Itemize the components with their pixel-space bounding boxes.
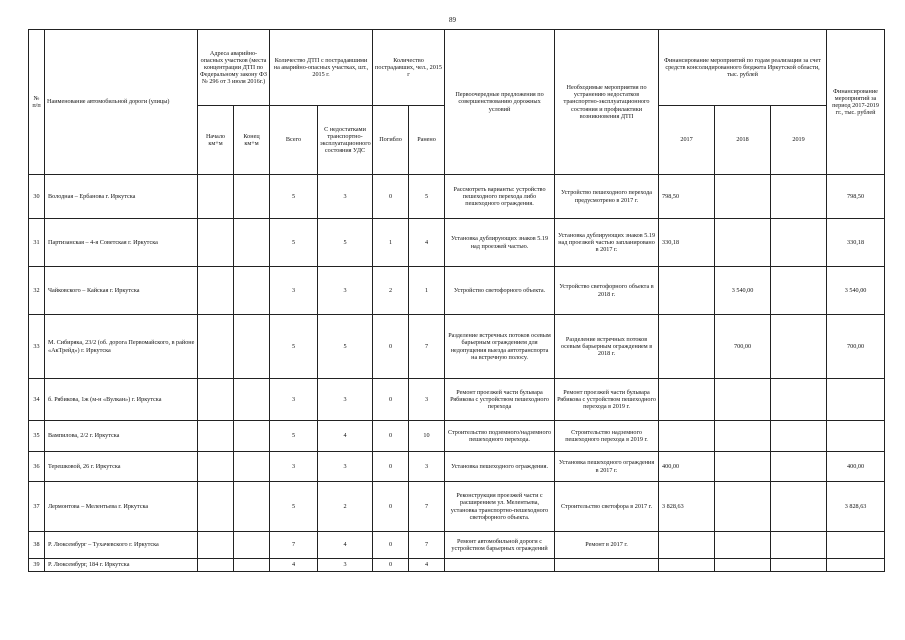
row-proposal: Реконструкция проезжей части с расширением ул. Мелентьева, установка транспортно-пешеходного светофорного объекта.	[445, 482, 555, 532]
row-total-funding: 798,50	[827, 175, 885, 219]
row-proposal: Установка пешеходного ограждения.	[445, 452, 555, 482]
row-end	[234, 379, 270, 421]
table-row	[29, 532, 885, 559]
row-total-funding: 3 540,00	[827, 267, 885, 315]
row-killed: 0	[373, 175, 409, 219]
row-road: Р. Люксембург – Тухачевского г. Иркутска	[45, 532, 198, 559]
row-no: 32	[29, 267, 45, 315]
header-start-km: Начало км+м	[198, 106, 234, 175]
row-measure: Устройство пешеходного перехода предусмотрено в 2017 г.	[555, 175, 659, 219]
header-funding-total: Финансирование мероприятий за период 2017-2019 гг., тыс. рублей	[827, 30, 885, 175]
row-defects: 4	[318, 532, 373, 559]
row-end	[234, 421, 270, 452]
row-injured: 7	[409, 482, 445, 532]
row-total: 5	[270, 315, 318, 379]
header-address-group: Адреса аварийно-опасных участков (места концентрации ДТП по Федеральному закону ФЗ № 296 от 3 июля 2016г.)	[198, 30, 270, 106]
row-defects: 3	[318, 559, 373, 572]
row-measure: Установка дублирующих знаков 5.19 над проезжей частью запланировано в 2017 г.	[555, 219, 659, 267]
row-2017: 3 828,63	[659, 482, 715, 532]
row-killed: 0	[373, 482, 409, 532]
row-total: 3	[270, 452, 318, 482]
table-row	[29, 421, 885, 452]
row-2018: 3 540,00	[715, 267, 771, 315]
row-2019	[771, 532, 827, 559]
row-end	[234, 267, 270, 315]
row-2018	[715, 175, 771, 219]
row-killed: 0	[373, 452, 409, 482]
row-total-funding: 330,18	[827, 219, 885, 267]
row-defects: 3	[318, 379, 373, 421]
row-measure: Строительство надземного пешеходного перехода в 2019 г.	[555, 421, 659, 452]
row-2019	[771, 559, 827, 572]
row-start	[198, 219, 234, 267]
row-measure: Ремонт в 2017 г.	[555, 532, 659, 559]
row-injured: 5	[409, 175, 445, 219]
table-row	[29, 315, 885, 379]
row-2018	[715, 421, 771, 452]
row-injured: 3	[409, 452, 445, 482]
row-start	[198, 175, 234, 219]
row-injured: 7	[409, 315, 445, 379]
row-total: 5	[270, 482, 318, 532]
row-injured: 3	[409, 379, 445, 421]
row-2017: 330,18	[659, 219, 715, 267]
row-injured: 1	[409, 267, 445, 315]
row-defects: 3	[318, 175, 373, 219]
row-start	[198, 452, 234, 482]
row-road: Терешковой, 26 г. Иркутска	[45, 452, 198, 482]
row-total: 3	[270, 379, 318, 421]
row-killed: 0	[373, 379, 409, 421]
header-no: № п/п	[29, 30, 45, 175]
row-2018	[715, 482, 771, 532]
row-injured: 4	[409, 559, 445, 572]
header-dtp-count: Количество ДТП с пострадавшими на аварийно-опасных участках, шт., 2015 г.	[270, 30, 373, 106]
row-proposal: Ремонт автомобильной дороги с устройством барьерных ограждений	[445, 532, 555, 559]
row-defects: 5	[318, 315, 373, 379]
row-2018	[715, 452, 771, 482]
row-2018	[715, 379, 771, 421]
row-road: Лермонтова – Мелентьева г. Иркутска	[45, 482, 198, 532]
row-proposal: Разделение встречных потоков осевым барьерным ограждением для недопущения выезда автотранспорта на встречную полосу.	[445, 315, 555, 379]
table-row	[29, 559, 885, 572]
row-2017	[659, 315, 715, 379]
row-end	[234, 532, 270, 559]
row-proposal: Рассмотреть варианты: устройство пешеходного перехода либо пешеходного ограждения.	[445, 175, 555, 219]
header-year-2017: 2017	[659, 106, 715, 175]
table-row	[29, 379, 885, 421]
row-end	[234, 482, 270, 532]
row-2019	[771, 421, 827, 452]
row-start	[198, 559, 234, 572]
row-no: 35	[29, 421, 45, 452]
row-defects: 3	[318, 452, 373, 482]
row-killed: 1	[373, 219, 409, 267]
row-2019	[771, 315, 827, 379]
row-defects: 3	[318, 267, 373, 315]
row-defects: 4	[318, 421, 373, 452]
row-2017	[659, 379, 715, 421]
header-dtp-road-defects: С недостатками транспортно-эксплуатационного состояния УДС	[318, 106, 373, 175]
row-road: Чайковского – Кайская г. Иркутска	[45, 267, 198, 315]
table-row	[29, 452, 885, 482]
row-road: Р. Люксембург, 184 г. Иркутска	[45, 559, 198, 572]
row-2018	[715, 532, 771, 559]
row-proposal	[445, 559, 555, 572]
row-end	[234, 559, 270, 572]
row-killed: 0	[373, 421, 409, 452]
row-2019	[771, 379, 827, 421]
row-end	[234, 452, 270, 482]
row-injured: 7	[409, 532, 445, 559]
row-killed: 0	[373, 559, 409, 572]
row-start	[198, 267, 234, 315]
row-defects: 5	[318, 219, 373, 267]
row-2019	[771, 482, 827, 532]
row-total: 5	[270, 421, 318, 452]
row-no: 37	[29, 482, 45, 532]
row-end	[234, 175, 270, 219]
row-measure	[555, 559, 659, 572]
row-no: 33	[29, 315, 45, 379]
row-start	[198, 315, 234, 379]
header-injured: Ранено	[409, 106, 445, 175]
row-measure: Устройство светофорного объекта в 2018 г.	[555, 267, 659, 315]
row-killed: 0	[373, 532, 409, 559]
header-year-2019: 2019	[771, 106, 827, 175]
road-safety-table	[28, 29, 885, 572]
table-row	[29, 267, 885, 315]
row-2019	[771, 175, 827, 219]
row-start	[198, 532, 234, 559]
row-measure: Ремонт проезжей части бульвара Рябикова с устройством пешеходного перехода в 2019 г.	[555, 379, 659, 421]
row-total: 4	[270, 559, 318, 572]
header-victims: Количество пострадавших, чел., 2015 г	[373, 30, 445, 106]
row-2017	[659, 421, 715, 452]
row-no: 31	[29, 219, 45, 267]
row-2018	[715, 219, 771, 267]
row-total-funding	[827, 532, 885, 559]
row-road: Партизанская – 4-я Советская г. Иркутска	[45, 219, 198, 267]
row-2019	[771, 452, 827, 482]
row-no: 39	[29, 559, 45, 572]
row-no: 36	[29, 452, 45, 482]
row-total-funding	[827, 559, 885, 572]
header-year-2018: 2018	[715, 106, 771, 175]
row-road: б. Рябикова, 1ж (м-н «Вулкан») г. Иркутска	[45, 379, 198, 421]
row-defects: 2	[318, 482, 373, 532]
header-measures: Необходимые мероприятия по устранению недостатков транспортно-эксплуатационного состояния и профилактики возникновения ДТП	[555, 30, 659, 175]
row-2019	[771, 219, 827, 267]
row-total: 5	[270, 219, 318, 267]
header-funding-by-years: Финансирование мероприятий по годам реализации за счет средств консолидированного бюджета Иркутской области, тыс. рублей	[659, 30, 827, 106]
row-killed: 2	[373, 267, 409, 315]
row-2019	[771, 267, 827, 315]
row-end	[234, 219, 270, 267]
table-row	[29, 175, 885, 219]
row-no: 38	[29, 532, 45, 559]
table-row	[29, 219, 885, 267]
row-measure: Строительство светофора в 2017 г.	[555, 482, 659, 532]
page-number: 89	[449, 16, 456, 24]
row-end	[234, 315, 270, 379]
header-end-km: Конец км+м	[234, 106, 270, 175]
row-measure: Разделение встречных потоков осевым барьерным ограждением в 2018 г.	[555, 315, 659, 379]
row-proposal: Ремонт проезжей части бульвара Рябикова с устройством пешеходного перехода	[445, 379, 555, 421]
row-injured: 10	[409, 421, 445, 452]
row-2017	[659, 267, 715, 315]
row-total: 7	[270, 532, 318, 559]
row-injured: 4	[409, 219, 445, 267]
row-2017	[659, 532, 715, 559]
row-road: Володная – Ербанова г. Иркутска	[45, 175, 198, 219]
row-no: 34	[29, 379, 45, 421]
row-2017: 798,50	[659, 175, 715, 219]
row-2017: 400,00	[659, 452, 715, 482]
row-total-funding: 400,00	[827, 452, 885, 482]
row-start	[198, 482, 234, 532]
row-2018: 700,00	[715, 315, 771, 379]
row-total: 5	[270, 175, 318, 219]
row-2017	[659, 559, 715, 572]
row-2018	[715, 559, 771, 572]
row-proposal: Устройство светофорного объекта.	[445, 267, 555, 315]
row-total-funding: 3 828,63	[827, 482, 885, 532]
row-road: Вампилова, 2/2 г. Иркутска	[45, 421, 198, 452]
header-dtp-total: Всего	[270, 106, 318, 175]
header-road-name: Наименование автомобильной дороги (улицы)	[45, 30, 198, 175]
row-total: 3	[270, 267, 318, 315]
header-killed: Погибло	[373, 106, 409, 175]
row-total-funding	[827, 379, 885, 421]
row-road: М. Сибиряка, 23/2 (об. дорога Первомайского, в районе «АкТрейд») г. Иркутска	[45, 315, 198, 379]
row-measure: Установка пешеходного ограждения в 2017 г.	[555, 452, 659, 482]
row-proposal: Строительство подземного/надземного пешеходного перехода.	[445, 421, 555, 452]
row-no: 30	[29, 175, 45, 219]
row-total-funding	[827, 421, 885, 452]
row-total-funding: 700,00	[827, 315, 885, 379]
row-start	[198, 421, 234, 452]
table-row	[29, 482, 885, 532]
row-killed: 0	[373, 315, 409, 379]
header-proposals: Первоочередные предложения по совершенствованию дорожных условий	[445, 30, 555, 175]
row-start	[198, 379, 234, 421]
row-proposal: Установка дублирующих знаков 5.19 над проезжей частью.	[445, 219, 555, 267]
